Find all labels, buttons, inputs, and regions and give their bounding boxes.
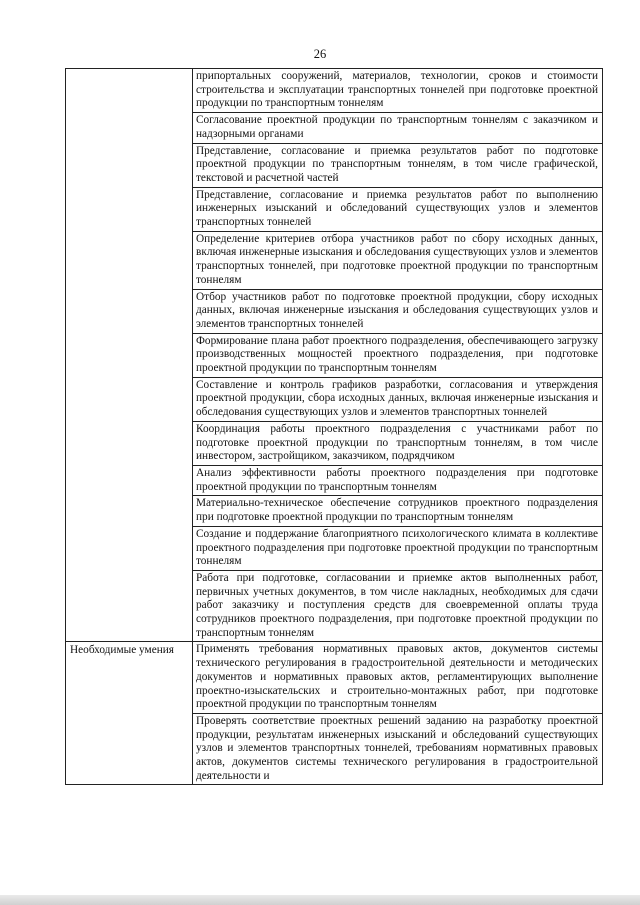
labor-action-cell: Создание и поддержание благоприятного психологического климата в коллективе проектного подразделения при подготовке проектной продукции по транспортным тоннелям xyxy=(193,526,603,570)
table-row xyxy=(66,642,603,714)
labor-action-cell: Материально-техническое обеспечение сотрудников проектного подразделения при подготовке проектной продукции по транспортным тоннелям xyxy=(193,496,603,526)
labor-action-cell: Согласование проектной продукции по транспортным тоннелям с заказчиком и надзорными органами xyxy=(193,113,603,143)
labor-action-cell: Анализ эффективности работы проектного подразделения при подготовке проектной продукции по транспортным тоннелям xyxy=(193,465,603,495)
labor-action-cell: Координация работы проектного подразделения с участниками работ по подготовке проектной продукции по транспортным тоннелям, в том числе инвестором, застройщиком, заказчиком, подрядчиком xyxy=(193,421,603,465)
labor-action-cell: Составление и контроль графиков разработки, согласования и утверждения проектной продукции, сбора исходных данных, включая инженерные изыскания и обследования существующих узлов и элементов транспортных тоннелей xyxy=(193,377,603,421)
labor-action-cell: Формирование плана работ проектного подразделения, обеспечивающего загрузку производственных мощностей проектного подразделения, при подготовке проектной продукции по транспортным тоннелям xyxy=(193,333,603,377)
labor-action-cell: Определение критериев отбора участников работ по сбору исходных данных, включая инженерные изыскания и обследования существующих узлов и элементов транспортных тоннелей, при подготовке проектной продукции по транспортным тоннелям xyxy=(193,231,603,289)
skill-cell: Проверять соответствие проектных решений заданию на разработку проектной продукции, результатам инженерных изысканий и обследований существующих узлов и элементов транспортных тоннелей, требованиям нормативных правовых актов, документов системы технического регулирования в градостроительной деятельности и xyxy=(193,713,603,785)
table-row xyxy=(66,69,603,113)
labor-action-cell: припортальных сооружений, материалов, технологии, сроков и стоимости строительства и эксплуатации транспортных тоннелей при подготовке проектной продукции по транспортным тоннелям xyxy=(193,69,603,113)
skills-label-cell: Необходимые умения xyxy=(66,642,193,785)
labor-action-cell: Работа при подготовке, согласовании и приемке актов выполненных работ, первичных учетных документов, в том числе накладных, необходимых для сдачи работ заказчику и поступления средств для своевременной оплаты труда сотрудников проектного подразделения, при подготовке проектной продукции по транспортным тоннелям xyxy=(193,570,603,642)
labor-action-cell: Отбор участников работ по подготовке проектной продукции, сбору исходных данных, включая инженерные изыскания и обследования существующих узлов и элементов транспортных тоннелей xyxy=(193,289,603,333)
page-number: 26 xyxy=(313,47,327,61)
scan-edge xyxy=(0,895,640,905)
label-cell-empty xyxy=(66,69,193,642)
labor-functions-table xyxy=(65,68,603,785)
labor-action-cell: Представление, согласование и приемка результатов работ по выполнению инженерных изысканий и обследований существующих узлов и элементов транспортных тоннелей xyxy=(193,187,603,231)
labor-action-cell: Представление, согласование и приемка результатов работ по подготовке проектной продукции по транспортным тоннелям, в том числе графической, текстовой и расчетной частей xyxy=(193,143,603,187)
skill-cell: Применять требования нормативных правовых актов, документов системы технического регулирования в градостроительной деятельности и методических документов и нормативных правовых актов, регламентирующих выполнение проектно-изыскательских и строительно-монтажных работ, при подготовке проектной продукции по транспортным тоннелям xyxy=(193,642,603,714)
